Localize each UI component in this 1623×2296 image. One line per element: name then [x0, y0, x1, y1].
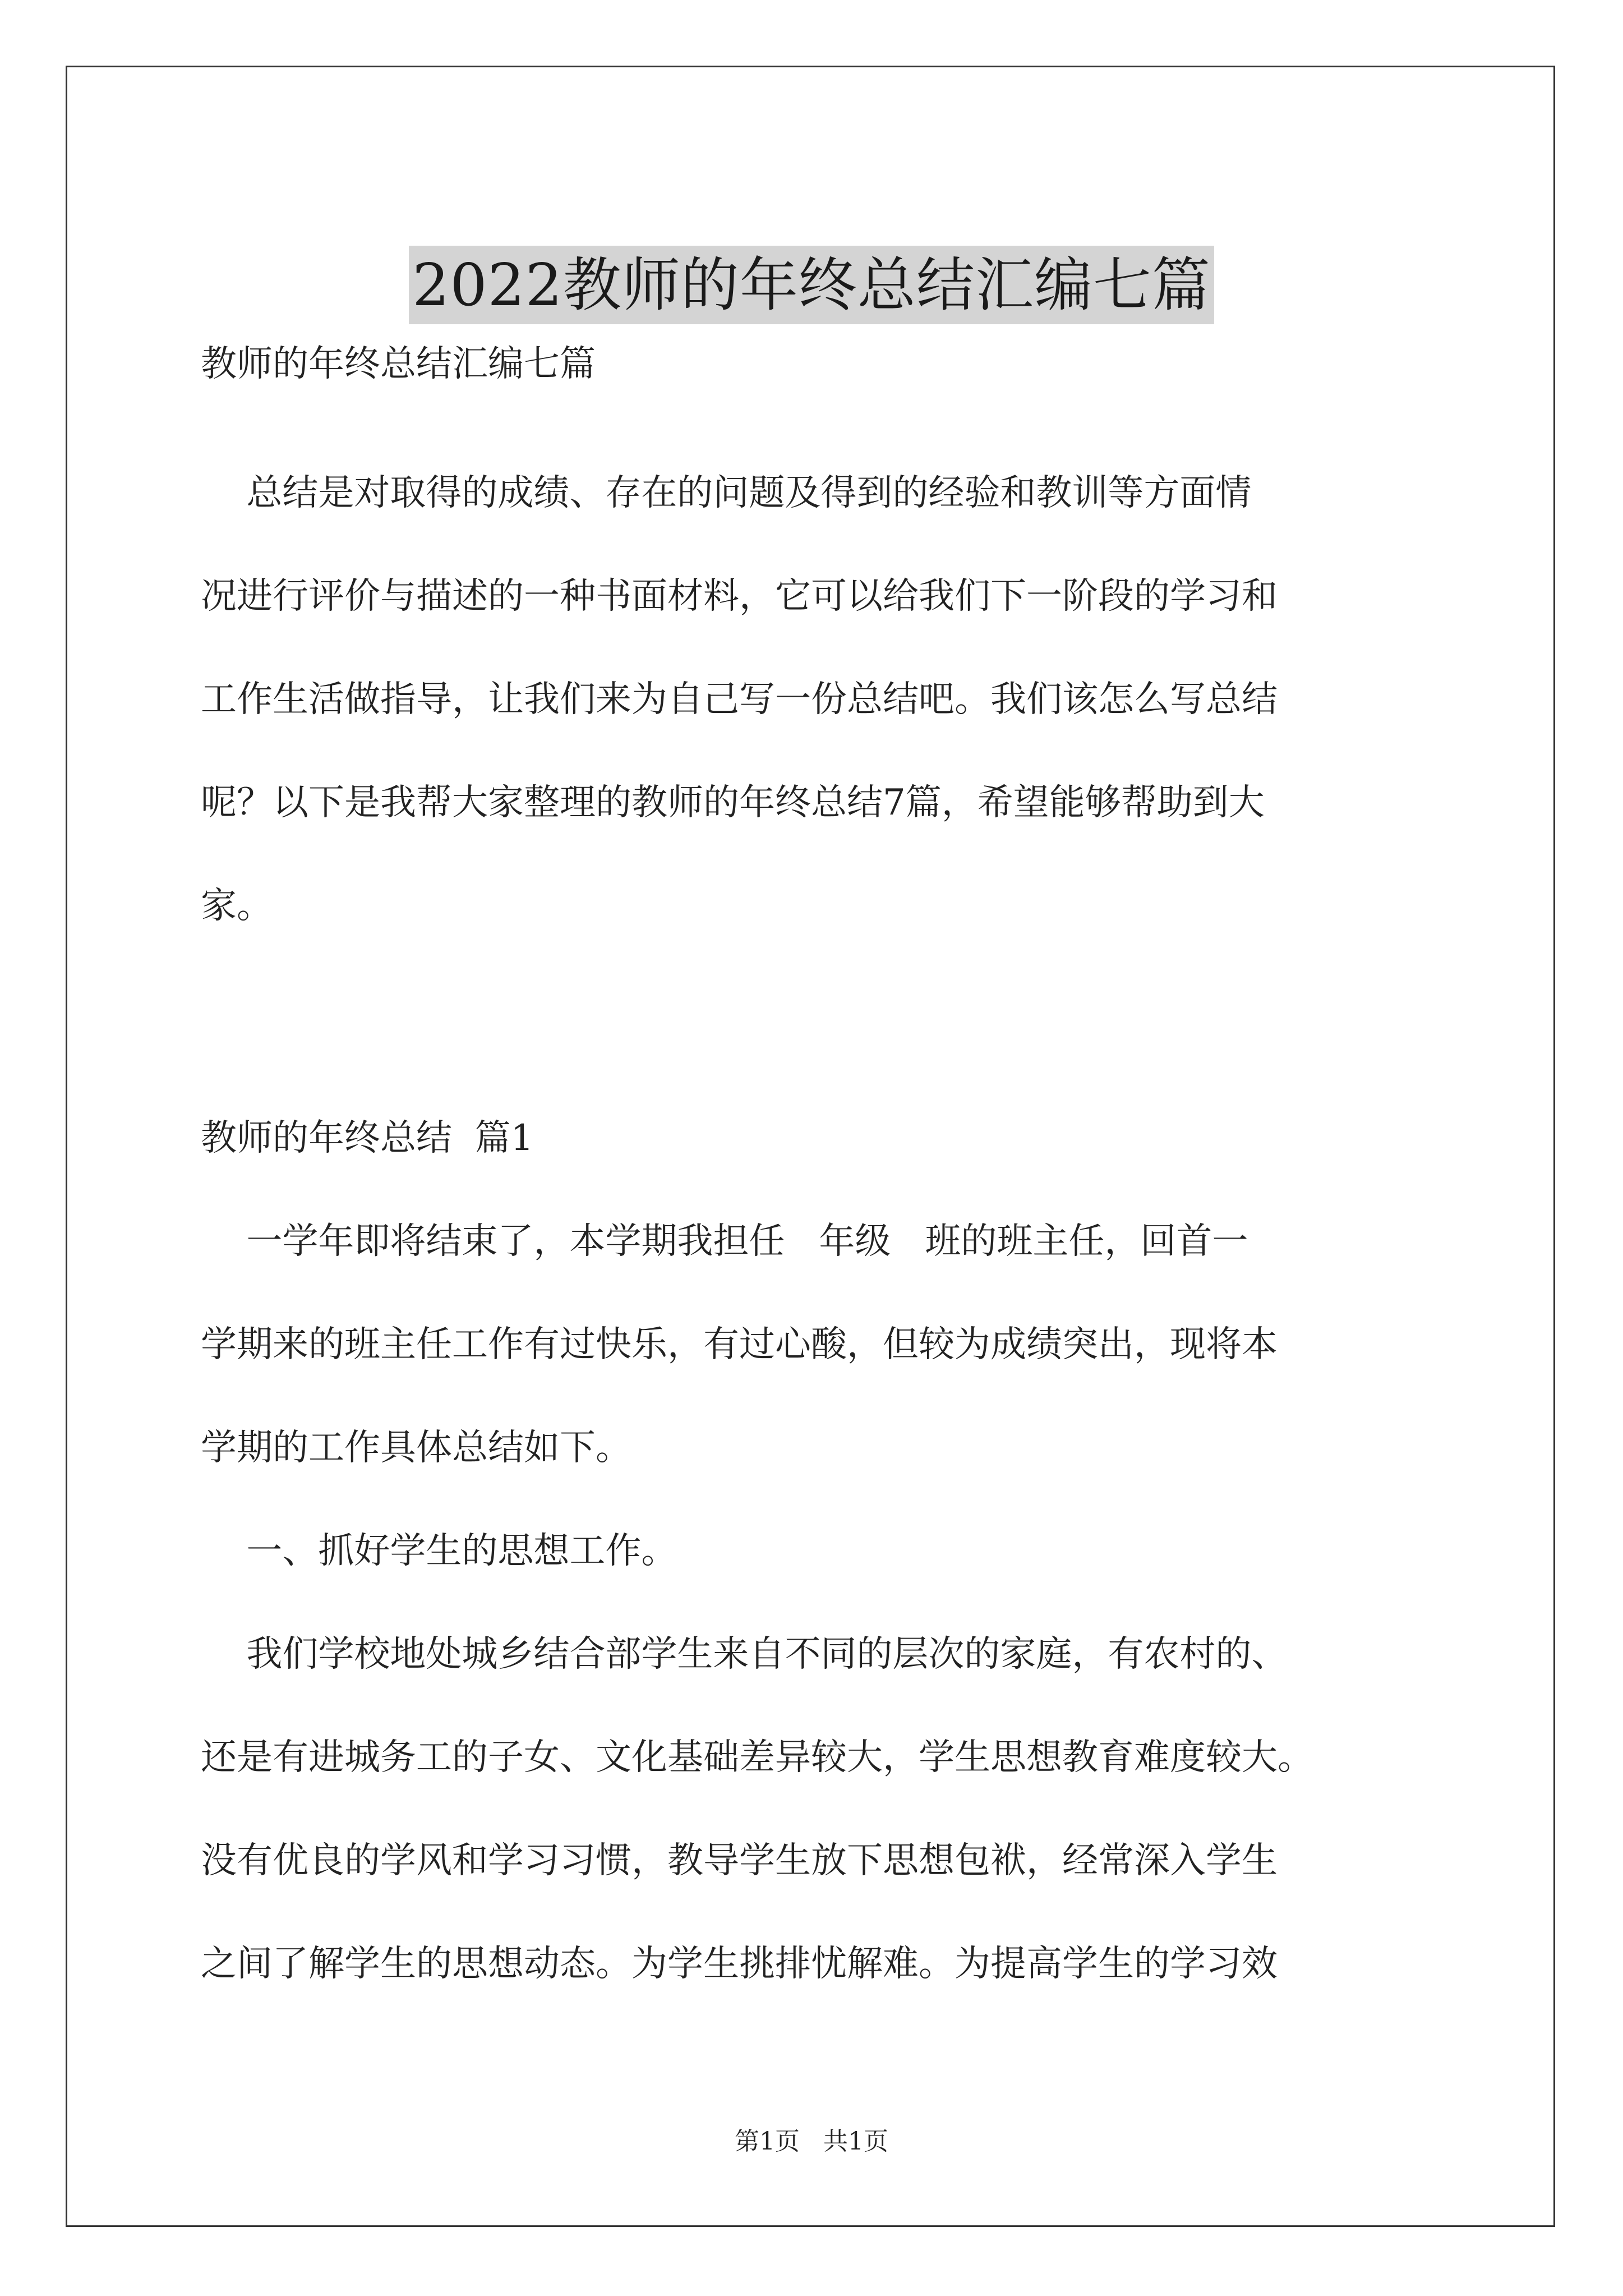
section-line: 还是有进城务工的子女、文化基础差异较大，学生思想教育难度较大。 — [201, 1737, 1313, 1778]
intro-line: 呢？以下是我帮大家整理的教师的年终总结7篇，希望能够帮助到大 — [201, 782, 1265, 823]
intro-line: 家。 — [201, 885, 273, 927]
intro-line: 工作生活做指导，让我们来为自己写一份总结吧。我们该怎么写总结 — [201, 679, 1278, 720]
section-line: 学期的工作具体总结如下。 — [201, 1427, 631, 1469]
page-footer: 第1页 共1页 — [735, 2127, 888, 2156]
section-line: 一学年即将结束了，本学期我担任 年级 班的班主任，回首一 — [201, 1221, 1248, 1262]
section-heading: 教师的年终总结 篇1 — [201, 1117, 534, 1159]
section-line: 没有优良的学风和学习习惯，教导学生放下思想包袱，经常深入学生 — [201, 1840, 1278, 1881]
intro-line: 总结是对取得的成绩、存在的问题及得到的经验和教训等方面情 — [201, 472, 1252, 514]
section-line: 我们学校地处城乡结合部学生来自不同的层次的家庭，有农村的、 — [201, 1634, 1288, 1675]
document-subtitle: 教师的年终总结汇编七篇 — [201, 343, 596, 385]
section-line: 一、抓好学生的思想工作。 — [201, 1530, 677, 1572]
section-line: 之间了解学生的思想动态。为学生挑排忧解难。为提高学生的学习效 — [201, 1943, 1278, 1985]
intro-line: 况进行评价与描述的一种书面材料，它可以给我们下一阶段的学习和 — [201, 576, 1278, 617]
section-line: 学期来的班主任工作有过快乐，有过心酸，但较为成绩突出，现将本 — [201, 1324, 1278, 1365]
document-title: 2022教师的年终总结汇编七篇 — [409, 246, 1214, 324]
